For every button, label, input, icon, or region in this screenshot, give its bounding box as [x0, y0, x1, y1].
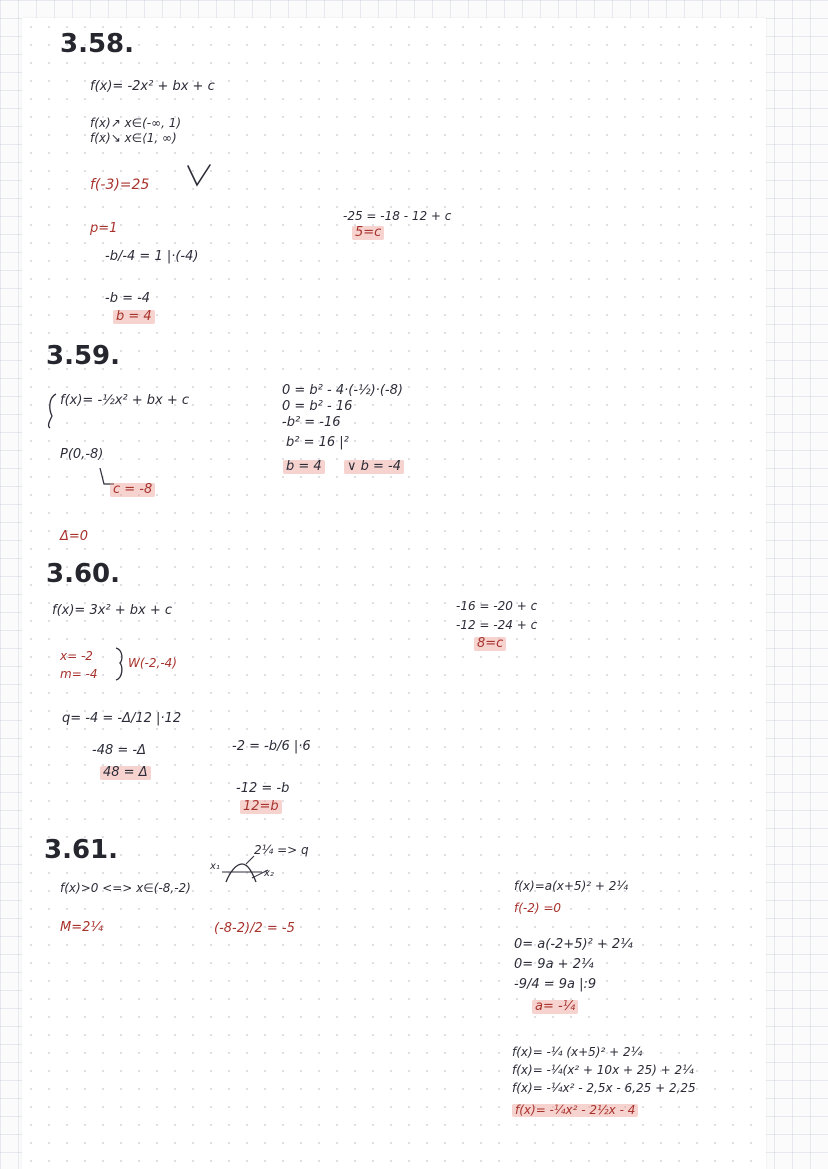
side-equation: 0 = b² - 16 [282, 399, 353, 414]
brace-icon [114, 646, 126, 682]
root-x1: x₁ [210, 861, 220, 872]
max-value: M=2¼ [60, 920, 103, 935]
exercise-heading-3-60: 3.60. [46, 559, 121, 589]
result-b-alt: ∨ b = -4 [344, 460, 404, 474]
equation-step: -2 = -b/6 |·6 [232, 739, 311, 754]
equation-step: -12 = -b [236, 781, 290, 796]
q-value: 2¼ => q [254, 843, 309, 857]
result-b: b = 4 [113, 310, 155, 324]
exercise-heading-3-61: 3.61. [44, 835, 119, 865]
root-x2: x₂ [264, 868, 274, 879]
vertex-x: x= -2 [60, 649, 93, 663]
brace-icon [44, 392, 60, 430]
function-definition: f(x)= 3x² + bx + c [52, 603, 173, 618]
equation-step: 0= 9a + 2¼ [514, 957, 594, 972]
exercise-heading-3-58: 3.58. [60, 29, 135, 59]
equation-step: f(x)= -¼ (x+5)² + 2¼ [512, 1045, 643, 1059]
equation-step: -b = -4 [105, 291, 151, 306]
vertex-form: f(x)=a(x+5)² + 2¼ [514, 879, 629, 893]
positivity-condition: f(x)>0 <=> x∈(-8,-2) [60, 881, 191, 895]
final-function: f(x)= -¼x² - 2½x - 4 [512, 1104, 638, 1117]
side-equation: 0 = b² - 4·(-½)·(-8) [282, 383, 403, 398]
result-a: a= -¼ [532, 1000, 578, 1014]
parabola-sketch [222, 842, 292, 888]
result-c: 8=c [474, 637, 506, 651]
vertex-w: W(-2,-4) [128, 656, 177, 670]
delta-condition: Δ=0 [60, 529, 89, 544]
side-equation: b² = 16 |² [286, 435, 349, 450]
result-b: 12=b [240, 800, 282, 814]
equation-step: f(x)= -¼x² - 2,5x - 6,25 + 2,25 [512, 1081, 696, 1095]
equation-step: -b/-4 = 1 |·(-4) [105, 249, 199, 264]
equation-step: q= -4 = -Δ/12 |·12 [62, 711, 182, 726]
result-c: c = -8 [110, 483, 155, 497]
vertex-m: m= -4 [60, 667, 98, 681]
side-equation: -16 = -20 + c [456, 599, 538, 613]
point-p: P(0,-8) [60, 447, 104, 462]
equation-step: f(x)= -¼(x² + 10x + 25) + 2¼ [512, 1063, 694, 1077]
function-definition: f(x)= -½x² + bx + c [60, 393, 190, 408]
condition-value: f(-3)=25 [90, 177, 150, 193]
equation-step: -48 = -Δ [92, 743, 146, 758]
zero-condition: f(-2) =0 [514, 901, 562, 915]
vertex-x-calc: (-8-2)/2 = -5 [214, 921, 295, 936]
result-delta: 48 = Δ [100, 766, 151, 780]
side-equation: -25 = -18 - 12 + c [343, 209, 452, 223]
side-equation: -12 = -24 + c [456, 618, 538, 632]
exercise-heading-3-59: 3.59. [46, 341, 121, 371]
checkmark-icon [186, 164, 212, 188]
result-b: b = 4 [283, 460, 325, 474]
equation-step: 0= a(-2+5)² + 2¼ [514, 937, 633, 952]
result-c: 5=c [352, 226, 384, 240]
decreasing-interval: f(x)↘ x∈⟨1, ∞) [90, 131, 177, 145]
equation-step: -9/4 = 9a |:9 [514, 977, 597, 992]
increasing-interval: f(x)↗ x∈(-∞, 1) [90, 116, 182, 130]
function-definition: f(x)= -2x² + bx + c [90, 79, 215, 94]
vertex-p: p=1 [90, 221, 118, 236]
side-equation: -b² = -16 [282, 415, 341, 430]
